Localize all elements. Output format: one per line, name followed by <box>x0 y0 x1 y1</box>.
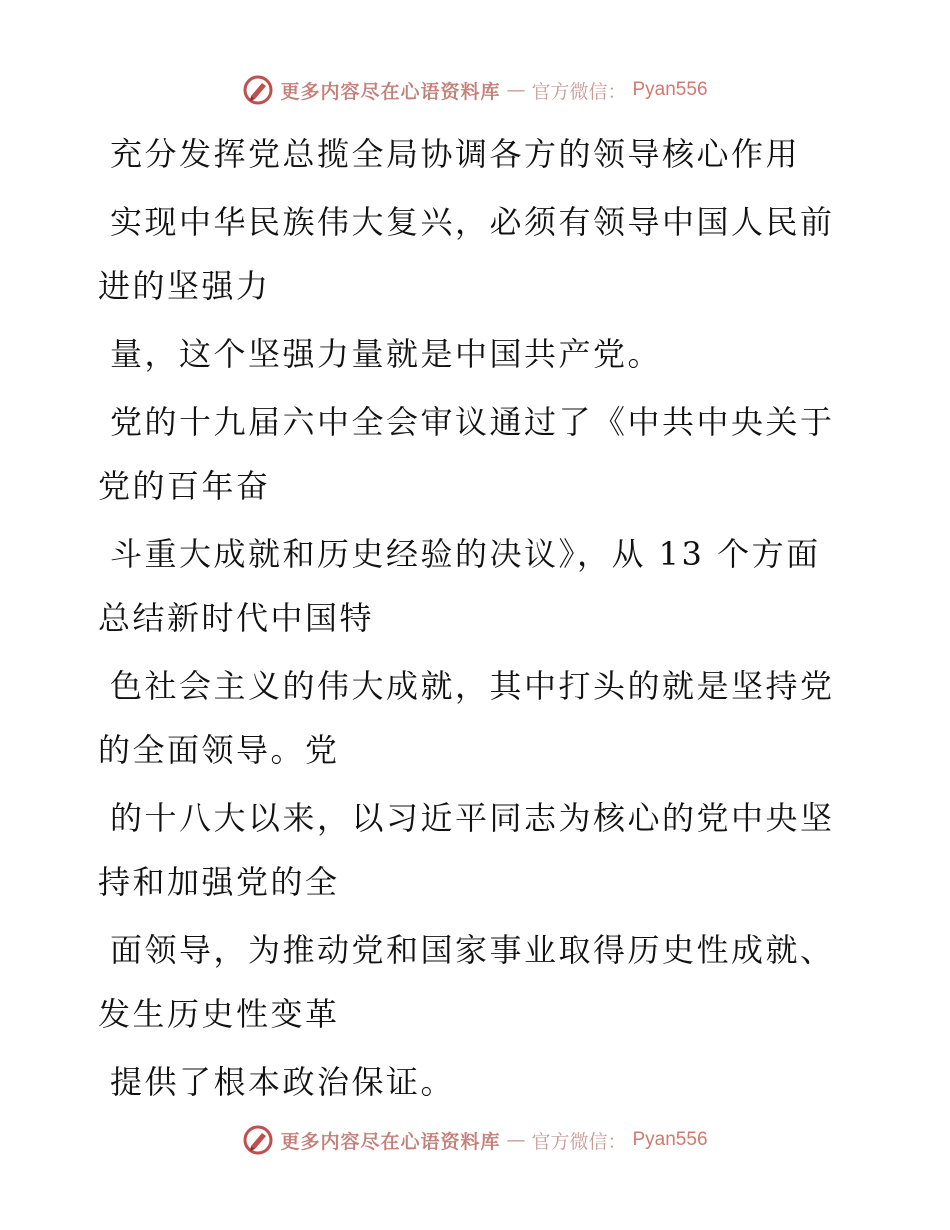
paragraph-1: 充分发挥党总揽全局协调各方的领导核心作用 <box>110 135 801 173</box>
watermark-dash: — <box>506 79 526 101</box>
watermark-brand: 更多内容尽在心语资料库 <box>280 1130 501 1153</box>
watermark-dash: — <box>506 1129 526 1151</box>
paragraph-9: 提供了根本政治保证。 <box>110 1063 456 1101</box>
paragraph-2: 实现中华民族伟大复兴，必须有领导中国人民前进的坚强力 <box>98 203 835 305</box>
paragraph-5: 斗重大成就和历史经验的决议》，从 13 个方面总结新时代中国特 <box>98 535 821 637</box>
watermark-contact-id: Pyan556 <box>632 79 708 100</box>
document-body <box>98 122 838 1118</box>
paragraph-7: 的十八大以来，以习近平同志为核心的党中央坚持和加强党的全 <box>98 799 835 901</box>
watermark-brand: 更多内容尽在心语资料库 <box>280 80 501 103</box>
watermark-contact-label: 官方微信： <box>531 80 627 103</box>
watermark-contact-label: 官方微信： <box>531 1130 627 1153</box>
watermark-contact-id: Pyan556 <box>632 1129 708 1150</box>
paragraph-3: 量，这个坚强力量就是中国共产党。 <box>110 335 663 373</box>
header-watermark <box>0 70 950 110</box>
paragraph-6: 色社会主义的伟大成就，其中打头的就是坚持党的全面领导。党 <box>98 667 835 769</box>
paragraph-8: 面领导，为推动党和国家事业取得历史性成就、发生历史性变革 <box>98 931 835 1033</box>
pen-logo-icon <box>242 74 274 106</box>
footer-watermark <box>0 1120 950 1160</box>
pen-logo-icon <box>242 1124 274 1156</box>
paragraph-4: 党的十九届六中全会审议通过了《中共中央关于党的百年奋 <box>98 403 835 505</box>
